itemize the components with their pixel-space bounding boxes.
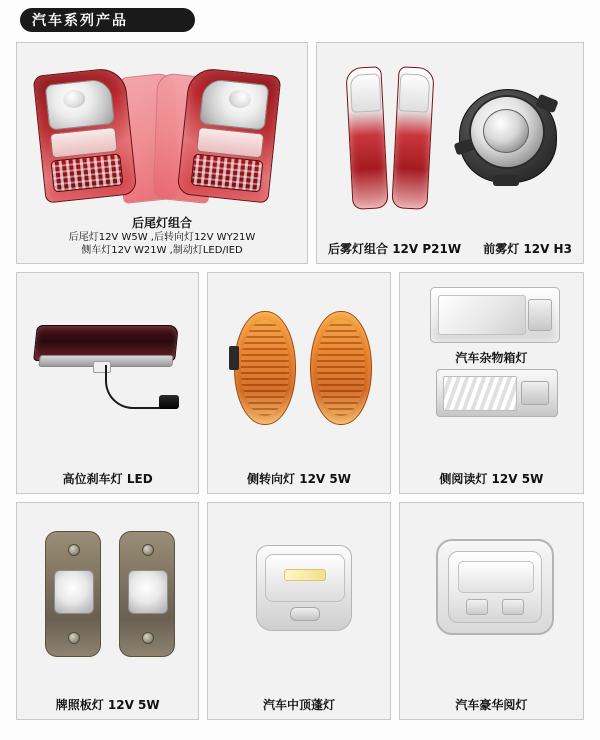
- page-title: 汽车系列产品: [32, 13, 128, 29]
- product-panel-glove-box-and-reading-lamp[interactable]: [399, 272, 584, 494]
- product-panel-license-plate-lamp[interactable]: [16, 502, 199, 720]
- caption-side-turn-signal-lamp: [208, 472, 389, 493]
- caption-license-plate-lamp: [17, 698, 198, 719]
- inner-label-glove-box-lamp: 汽车杂物箱灯: [455, 351, 528, 365]
- caption-title: 牌照板灯 12V 5W: [55, 698, 160, 712]
- caption-line-2: 侧车灯12V W21W ,制动灯LED/IED: [81, 245, 243, 256]
- caption-rear-fog-lamp: 后雾灯组合 12V P21W: [328, 242, 462, 256]
- product-row-1: [16, 42, 584, 264]
- luxury-reading-lamp-icon: [400, 503, 583, 698]
- dome-lamp-icon: [208, 503, 389, 698]
- caption-title: 侧阅读灯 12V 5W: [439, 472, 544, 486]
- caption-title: 侧转向灯 12V 5W: [247, 472, 351, 486]
- caption-fog-lamp-group: [317, 242, 583, 263]
- caption-front-fog-lamp: 前雾灯 12V H3: [483, 242, 572, 256]
- page-header-banner: [20, 8, 195, 32]
- caption-luxury-reading-lamp: [400, 698, 583, 719]
- high-mount-stop-lamp-icon: [17, 273, 198, 472]
- product-panel-luxury-reading-lamp[interactable]: [399, 502, 584, 720]
- caption-side-reading-lamp: [400, 472, 583, 493]
- fog-lamp-icon: [317, 43, 583, 242]
- caption-title: 高位刹车灯 LED: [62, 472, 153, 486]
- product-panel-dome-lamp[interactable]: [207, 502, 390, 720]
- caption-title: 后尾灯组合: [131, 216, 192, 230]
- product-grid: [16, 42, 584, 728]
- caption-title: 汽车中顶蓬灯: [263, 698, 336, 712]
- product-panel-tail-lamp-assembly[interactable]: [16, 42, 308, 264]
- product-panel-fog-lamp-group[interactable]: [316, 42, 584, 264]
- product-row-3: [16, 502, 584, 720]
- caption-title: 汽车豪华阅灯: [455, 698, 528, 712]
- product-panel-side-turn-signal-lamp[interactable]: [207, 272, 390, 494]
- tail-lamp-icon: [17, 43, 307, 216]
- caption-line-1: 后尾灯12V W5W ,后转向灯12V WY21W: [68, 232, 256, 243]
- caption-high-mount-stop-lamp: [17, 472, 198, 493]
- product-panel-high-mount-stop-lamp[interactable]: [16, 272, 199, 494]
- product-row-2: [16, 272, 584, 494]
- glove-box-lamp-icon: [400, 273, 583, 472]
- license-plate-lamp-icon: [17, 503, 198, 698]
- caption-tail-lamp-assembly: [17, 216, 307, 263]
- caption-dome-lamp: [208, 698, 389, 719]
- side-turn-signal-icon: [208, 273, 389, 472]
